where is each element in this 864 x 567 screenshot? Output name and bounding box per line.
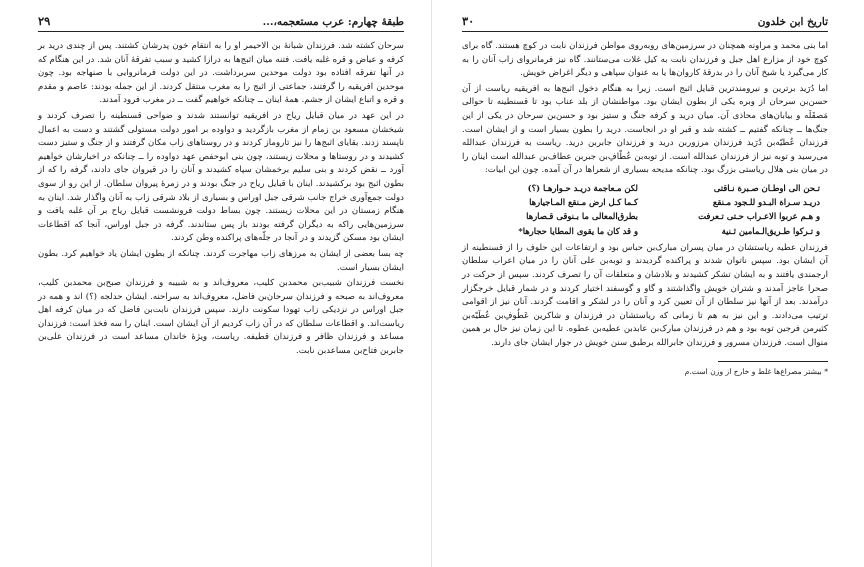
- hemistich: و تـرکوا طـریق‌الـمامین ثـنیة: [721, 225, 820, 236]
- right-page: [432, 0, 864, 567]
- hemistich: لکن مـعاجمة دریـد حـوارهـا (؟): [527, 182, 638, 193]
- page-number: ۳۰: [462, 14, 475, 28]
- poem-verse: [470, 224, 820, 238]
- hemistich: بطرق‌المعالی ما بـنوقی قـصارها: [526, 211, 638, 222]
- paragraph: فرزندان عطیه ریاستشان در میان پسران مبارک‌بن حباس بود و ارتفاعات این حلوف را از قسنطینه از آن ایشان بود. سپس ناتوان شدند و پراکنده گردیدند و توبه‌بن علی آنان را در میان اعراب سلطان ارجمندی یافتند و به ایشان تشکر کشیدند و بلادشان و متعلقات آن را تصرف کردند. سپس از حرکت در صحرا عاجز آمدند و شتران خویش واگذاشتند و گاو و گوسفند اختیار کردند و در شمار قبایل خرجگزار درآمدند. بعد از آنها نیز سلطان از آن تعیین کرد و آنان را در لشکر و اقامت گردند. آنان نیز از اقوامی ترتیب می‌دادند. و این نیز به هم تا زمانی که ریاستشان در فرزندان و شاکرین عَطُوفِ‌بن عُطَیّه‌بن کثیرمن فرجین توبه بود و هم در فرزندان مبارک‌بن عابدبن عطیه‌بن عطوه. تا این زمان نیز حال بر همین منوال است. فرزندان مسرور و فرزندان جابرالله برطبق سنن خویش در جوار ایشان جای دارند.: [462, 242, 828, 348]
- page-header: [462, 14, 828, 32]
- paragraph: در این عهد در میان قبایل ریاح در افریقیه توانستند شدند و ضواحی قسنطینه را تصرف کردند و شیخشان مسعود بن زمام از مغرب بازگردید و دواوده بر امور دولت مستولی گشتند و دست به اعمال ناپسند زدند. بقایای اثبج‌ها را نیز تاروماز کردند و در روستاهای زاب مکان گرفتند و از جنگ و ستیز دست کشیدند و در روستاها و محلات زیستند، چون بنی ابوحفص عهد دواوده را ــ چنانکه در اخبارشان خواهیم آورد ــ نقض کردند و بنی سلیم برخمشان سپاه کشیدند و آنان را در قیروان جای دادند، گرفه را که از بطون اثبج بود برکشیدند. اینان با قبایل ریاح در جنگ بودند و در زمرهٔ پیروان سلطان. از این رو از سوی دولت جمع‌آوری خراج جانب شرقی جبل اوراس و بسیاری از بلاد شرقی زاب به آنان واگذار شد. اینان به هنگام زمستان در این محلات زیستند. چون بساط دولت فرونشست قبایل ریاح بر آن غلبه یافت و سرزمین‌هایی راکه به دیگران گرفته بودند باز پس ستاندند. گرفه در جبل اوراس، آنجا که اقطاعات ایشان بود مسکن گزیدند و در آنجا در جلّه‌های پراکنده وطن کردند.: [38, 110, 404, 244]
- running-title: طبقهٔ چهارم: عرب مستعجمه،...: [262, 16, 404, 28]
- paragraph: نخست فرزندان شبیب‌بن محمدبن کلیب، معروف‌اند و به شبیبه و فرزندان صبح‌بن محمدبن کلیب، معروف‌اند به صبحه و فرزندان سرحان‌بن فاضل، معروف‌اند به سراحنه. ایشان حدلجه (؟) اند و همه در جبل اوراس در نزدیکی زاب تهودا سکونت دارند. سپس فرزندان نابت‌بن فاضل که در میان کرفه اهل ریاست‌اند. و اقطاعات سلطان که در آن زاب کردیم از آن ایشان است. اینان را سه فخذ است: فرزندان مساعد و فرزندان ظافر و فرزندان قطیفه. ریاست، ویژهٔ خاندان مساعد است در فرزندان علی‌بن جابربن فتاح‌بن مساعدبن نابت.: [38, 278, 404, 357]
- footnote-rule: [718, 361, 828, 362]
- hemistich: و هـم عربوا الاعـراب حـتی تـعرفت: [698, 211, 820, 222]
- footnote: * بیشتر مصراع‌ها غلط و خارج از وزن است.م: [684, 366, 828, 376]
- paragraph: سرحان کشته شد. فرزندان شبانهٔ بن الاحیمر او را به انتقام خون پدرشان کشتند. پس از چندی درید بر کرفه و عیاض و قره غلبه یافت. فتنه میان اثبج‌ها به درازا کشید و سبب تفرقهٔ آنان شد. در این هنگام که در آنها تفرقه افتاده بود دولت موحدین سربرداشت. در این دولت فرمانروایی با صنهاجه بود. چون موحدین افریقیه را گرفتند، جماعتی از اثبج را به مغرب منتقل کردند. از این جمله بودند: عاصم و مقدم و قره و اتباع ایشان از جشم. همهٔ اینان ــ چنانکه خواهیم گفت ــ در مغرب فرود آمدند.: [38, 41, 404, 106]
- poem-verse: [470, 209, 820, 223]
- poem: [470, 181, 820, 238]
- page-number: ۲۹: [38, 14, 51, 28]
- poem-verse: [470, 195, 820, 209]
- hemistich: و قد کان ما یقوی المطایا حجارها*: [518, 225, 638, 236]
- page-header: [38, 14, 404, 32]
- paragraph: چه بسا بعضی از ایشان به مرزهای زاب مهاجرت کردند. چنانکه از بطون ایشان یاد خواهیم کرد. بطون ایشان بسیار است.: [38, 248, 404, 273]
- hemistich: دریـد سـراة البـدو للـجود مـنقع: [712, 197, 820, 208]
- hemistich: کـما کـل ارض مـنقع المـاجیارها: [529, 197, 638, 208]
- paragraph: اما بنی محمد و مراونه همچنان در سرزمین‌های روبه‌روی مواطن فرزندان نابت در کوچ هستند. گاه برای کوچ خود از مزارع اهل جبل و فرزندان نابت به کیل غلات می‌ستانند. گاه نیز فرمانروای زاب آنان را به کار می‌گیرد یا شیخ آنان را در بدرقهٔ کاروان‌ها یا به عنوان سپاهی و دیگر اغراض خویش.: [462, 41, 828, 79]
- poem-verse: [470, 181, 820, 195]
- paragraph: اما دُرَید برترین و نیرومندترین قبایل اثبج است. زیرا به هنگام دخول اثبج‌ها به افریقیه ریاست از آن حسن‌بن سرحان از وبره یکی از بطون ایشان بود. مواطنشان از بلد عناب بود تا قسنطینه تا حوالی مَصقَلَه و بیابان‌های محاذی آن. میان درید و کرفه جنگ و ستیز بود و حسن‌بن سرحان در یکی از این جنگ‌ها ــ چنانکه گفتیم ــ کشته شد و قبر او در انجاست. درید را بطون بسیار است و از ایشان است. فرزندان عُطیّه‌بن دُرَید فرزندان مرزوربن درید و فرزندان جابربن درید. ریاست به فرزندان عبدالله می‌رسید و توبه نیز از فرزندان عبدالله است. از توبه‌بن عُطّافِ‌بن جبربن عطاف‌بن عبدالله است اینان را در میان بنی هلال ریاستی بزرگ بود. چنانکه مدیحه بسیاری از شعرا‌ها در آن آمده. چون این ابیات:: [462, 83, 828, 176]
- running-title: تاریخ ابن خلدون: [757, 16, 828, 28]
- hemistich: تـحن الی اوطـان صـبرة نـاقتی: [713, 182, 820, 193]
